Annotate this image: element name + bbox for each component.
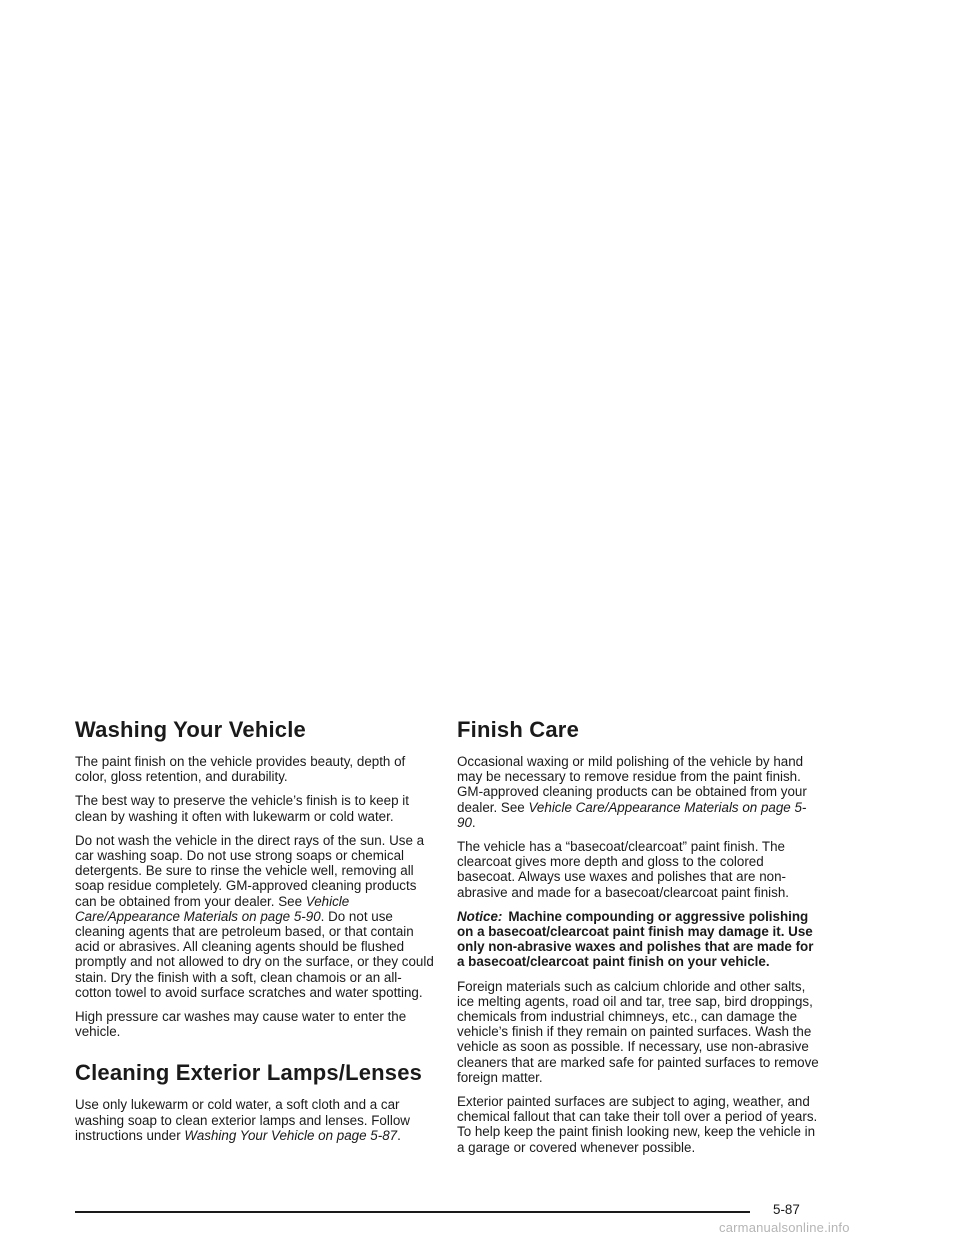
finish-paragraph-3: Foreign materials such as calcium chloride and other salts, ice melting agents, road oil and tar, tree sap, bird droppings, chemicals from industrial chimneys, etc., can damage the vehicle’s finish if they remain on painted surfaces. Wash the vehicle as soon as possible. If necessary, use non-abrasive cleaners that are marked safe for painted surfaces to remove foreign matter. — [457, 978, 819, 1085]
lamps-paragraph-1-text-b: . — [397, 1127, 401, 1143]
notice-paragraph — [457, 909, 819, 970]
washing-paragraph-4: High pressure car washes may cause water to enter the vehicle. — [75, 1009, 407, 1040]
finish-paragraph-1-text-a: Occasional waxing or mild polishing of the vehicle by hand may be necessary to remove residue from the paint finish. GM-approved cleaning products can be obtained from your dealer. See — [457, 754, 807, 815]
right-column — [457, 716, 819, 1164]
cross-reference-link[interactable]: Washing Your Vehicle on page 5-87 — [184, 1127, 398, 1143]
washing-paragraph-3-text-b: . Do not use cleaning agents that are petroleum based, or that contain acid or abrasives. All cleaning agents should be flushed promptly and not allowed to dry on the surface, or they could stain. Dry the finish with a soft, clean chamois or an all-cotton towel to avoid surface scratches and water spotting. — [75, 908, 434, 1000]
finish-heading: Finish Care — [457, 717, 580, 742]
washing-paragraph-3 — [75, 833, 437, 1000]
finish-paragraph-4: Exterior painted surfaces are subject to aging, weather, and chemical fallout that can take their toll over a period of years. To help keep the paint finish looking new, keep the vehicle in a garage or covered whenever possible. — [457, 1094, 818, 1155]
washing-paragraph-3-text-a: Do not wash the vehicle in the direct rays of the sun. Use a car washing soap. Do not use strong soaps or chemical detergents. Be sure to rinse the vehicle well, removing all soap residue completely. GM-approved cleaning products can be obtained from your dealer. See — [75, 832, 425, 909]
washing-paragraph-1: The paint finish on the vehicle provides beauty, depth of color, gloss retention, and durability. — [75, 754, 406, 785]
finish-paragraph-1-text-b: . — [471, 814, 476, 830]
washing-heading: Washing Your Vehicle — [75, 717, 306, 742]
left-column — [75, 716, 437, 1152]
cross-reference-link[interactable]: Vehicle Care/Appearance Materials on page 5-90 — [75, 893, 350, 924]
lamps-heading: Cleaning Exterior Lamps/Lenses — [75, 1060, 423, 1086]
notice-text: Machine compounding or aggressive polishing on a basecoat/clearcoat paint finish may damage it. Use only non-abrasive waxes and polishes that are made for a basecoat/clearcoat paint finish on your vehicle. — [457, 908, 814, 970]
page-number: 5-87 — [773, 1202, 800, 1217]
watermark: carmanualsonline.info — [719, 1220, 850, 1235]
finish-paragraph-1 — [457, 754, 819, 830]
lamps-paragraph-1-text-a: Use only lukewarm or cold water, a soft cloth and a car washing soap to clean exterior lamps and lenses. Follow instructions under — [75, 1097, 410, 1143]
notice-label: Notice: — [457, 908, 503, 924]
washing-paragraph-2: The best way to preserve the vehicle’s finish is to keep it clean by washing it often with lukewarm or cold water. — [75, 793, 409, 824]
cross-reference-link[interactable]: Vehicle Care/Appearance Materials on page 5-90 — [457, 799, 807, 830]
finish-paragraph-2: The vehicle has a “basecoat/clearcoat” paint finish. The clearcoat gives more depth and gloss to the colored basecoat. Always use waxes and polishes that are non-abrasive and made for a basecoat/clearcoat paint finish. — [457, 839, 789, 900]
footer-rule — [75, 1211, 750, 1213]
lamps-paragraph-1 — [75, 1097, 437, 1143]
